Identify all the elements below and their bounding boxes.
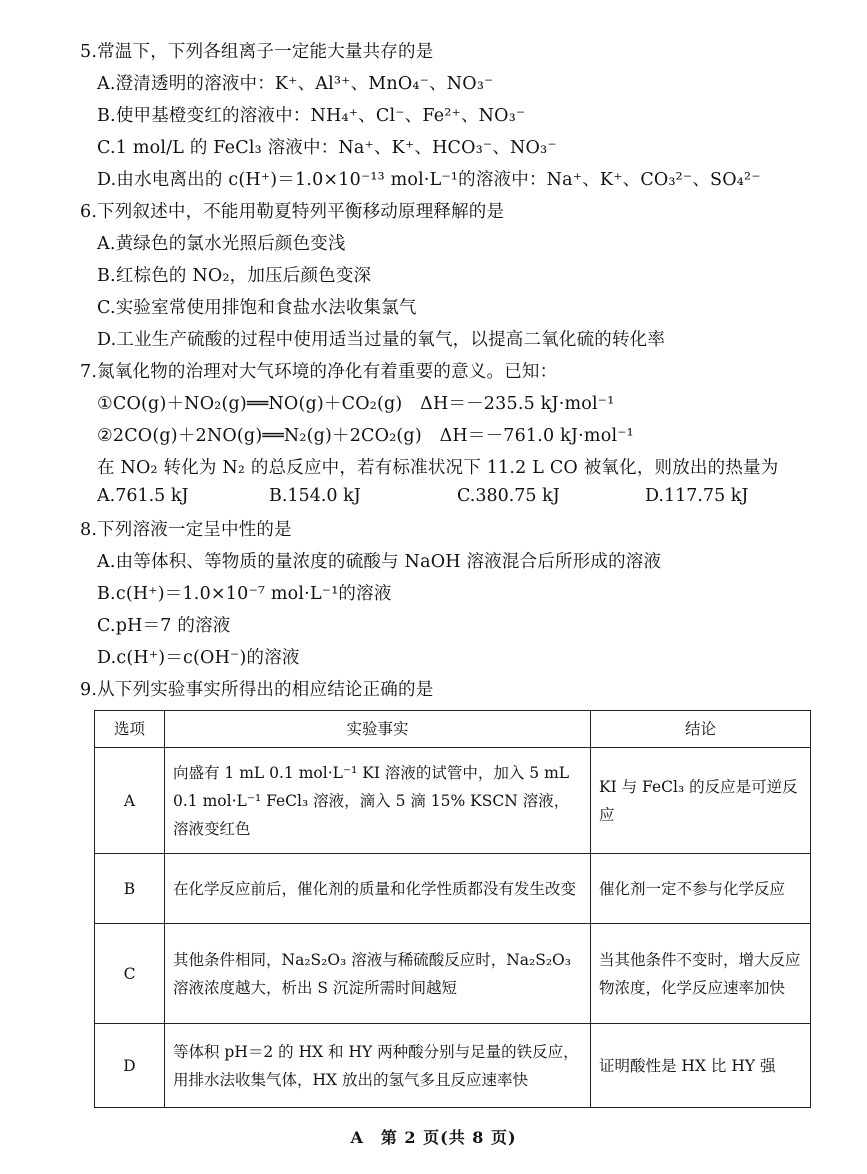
row-conclusion: KI 与 FeCl₃ 的反应是可逆反应 (591, 748, 811, 854)
q5-option-d: D.由水电离出的 c(H⁺)＝1.0×10⁻¹³ mol·L⁻¹的溶液中：Na⁺、K⁺、CO₃²⁻、SO₄²⁻ (97, 170, 761, 190)
table-row (95, 1024, 811, 1108)
q8-option-d: D.c(H⁺)＝c(OH⁻)的溶液 (97, 648, 300, 668)
q6-option-a: A.黄绿色的氯水光照后颜色变浅 (97, 234, 346, 254)
row-option: D (95, 1024, 165, 1108)
q6-option-b: B.红棕色的 NO₂，加压后颜色变深 (97, 266, 372, 286)
q8-option-a: A.由等体积、等物质的量浓度的硫酸与 NaOH 溶液混合后所形成的溶液 (97, 552, 662, 572)
q6-option-d: D.工业生产硫酸的过程中使用适当过量的氧气，以提高二氧化硫的转化率 (97, 330, 666, 350)
q8-stem: 8.下列溶液一定呈中性的是 (80, 520, 292, 540)
q9-stem: 9.从下列实验事实所得出的相应结论正确的是 (80, 680, 434, 700)
q7-equation-2: ②2CO(g)＋2NO(g)══N₂(g)＋2CO₂(g) ΔH＝－761.0 kJ·mol⁻¹ (97, 426, 634, 446)
table-header-row (95, 711, 811, 748)
q5-option-b: B.使甲基橙变红的溶液中：NH₄⁺、Cl⁻、Fe²⁺、NO₃⁻ (97, 106, 526, 126)
row-fact: 向盛有 1 mL 0.1 mol·L⁻¹ KI 溶液的试管中，加入 5 mL 0.1 mol·L⁻¹ FeCl₃ 溶液，滴入 5 滴 15% KSCN 溶液，溶液变红色 (165, 748, 591, 854)
q7-stem: 7.氮氧化物的治理对大气环境的净化有着重要的意义。已知： (80, 362, 558, 382)
table-row (95, 924, 811, 1024)
header-option: 选项 (95, 711, 165, 748)
q5-option-a: A.澄清透明的溶液中：K⁺、Al³⁺、MnO₄⁻、NO₃⁻ (97, 74, 494, 94)
experiment-table (94, 710, 811, 1108)
q7-equation-1: ①CO(g)＋NO₂(g)══NO(g)＋CO₂(g) ΔH＝－235.5 kJ·mol⁻¹ (97, 394, 615, 414)
q6-stem: 6.下列叙述中，不能用勒夏特列平衡移动原理释解的是 (80, 202, 505, 222)
q6-option-c: C.实验室常使用排饱和食盐水法收集氯气 (97, 298, 417, 318)
row-option: A (95, 748, 165, 854)
row-conclusion: 证明酸性是 HX 比 HY 强 (591, 1024, 811, 1108)
row-fact: 在化学反应前后，催化剂的质量和化学性质都没有发生改变 (165, 854, 591, 924)
row-fact: 其他条件相同，Na₂S₂O₃ 溶液与稀硫酸反应时，Na₂S₂O₃ 溶液浓度越大，析出 S 沉淀所需时间越短 (165, 924, 591, 1024)
q7-options-row (97, 484, 797, 508)
header-conclusion: 结论 (591, 711, 811, 748)
q7-option-c: C.380.75 kJ (457, 486, 560, 506)
table-row (95, 854, 811, 924)
row-option: C (95, 924, 165, 1024)
q7-option-d: D.117.75 kJ (645, 486, 749, 506)
row-option: B (95, 854, 165, 924)
q7-question: 在 NO₂ 转化为 N₂ 的总反应中，若有标准状况下 11.2 L CO 被氧化，则放出的热量为 (97, 458, 779, 478)
q5-option-c: C.1 mol/L 的 FeCl₃ 溶液中：Na⁺、K⁺、HCO₃⁻、NO₃⁻ (97, 138, 557, 158)
row-conclusion: 催化剂一定不参与化学反应 (591, 854, 811, 924)
row-fact: 等体积 pH＝2 的 HX 和 HY 两种酸分别与足量的铁反应，用排水法收集气体，HX 放出的氢气多且反应速率快 (165, 1024, 591, 1108)
header-fact: 实验事实 (165, 711, 591, 748)
q7-option-a: A.761.5 kJ (97, 486, 189, 506)
q8-option-c: C.pH＝7 的溶液 (97, 616, 231, 636)
page-footer: A 第 2 页(共 8 页) (350, 1128, 517, 1147)
q5-stem: 5.常温下，下列各组离子一定能大量共存的是 (80, 42, 434, 62)
q7-option-b: B.154.0 kJ (269, 486, 361, 506)
row-conclusion: 当其他条件不变时，增大反应物浓度，化学反应速率加快 (591, 924, 811, 1024)
table-row (95, 748, 811, 854)
q8-option-b: B.c(H⁺)＝1.0×10⁻⁷ mol·L⁻¹的溶液 (97, 584, 392, 604)
